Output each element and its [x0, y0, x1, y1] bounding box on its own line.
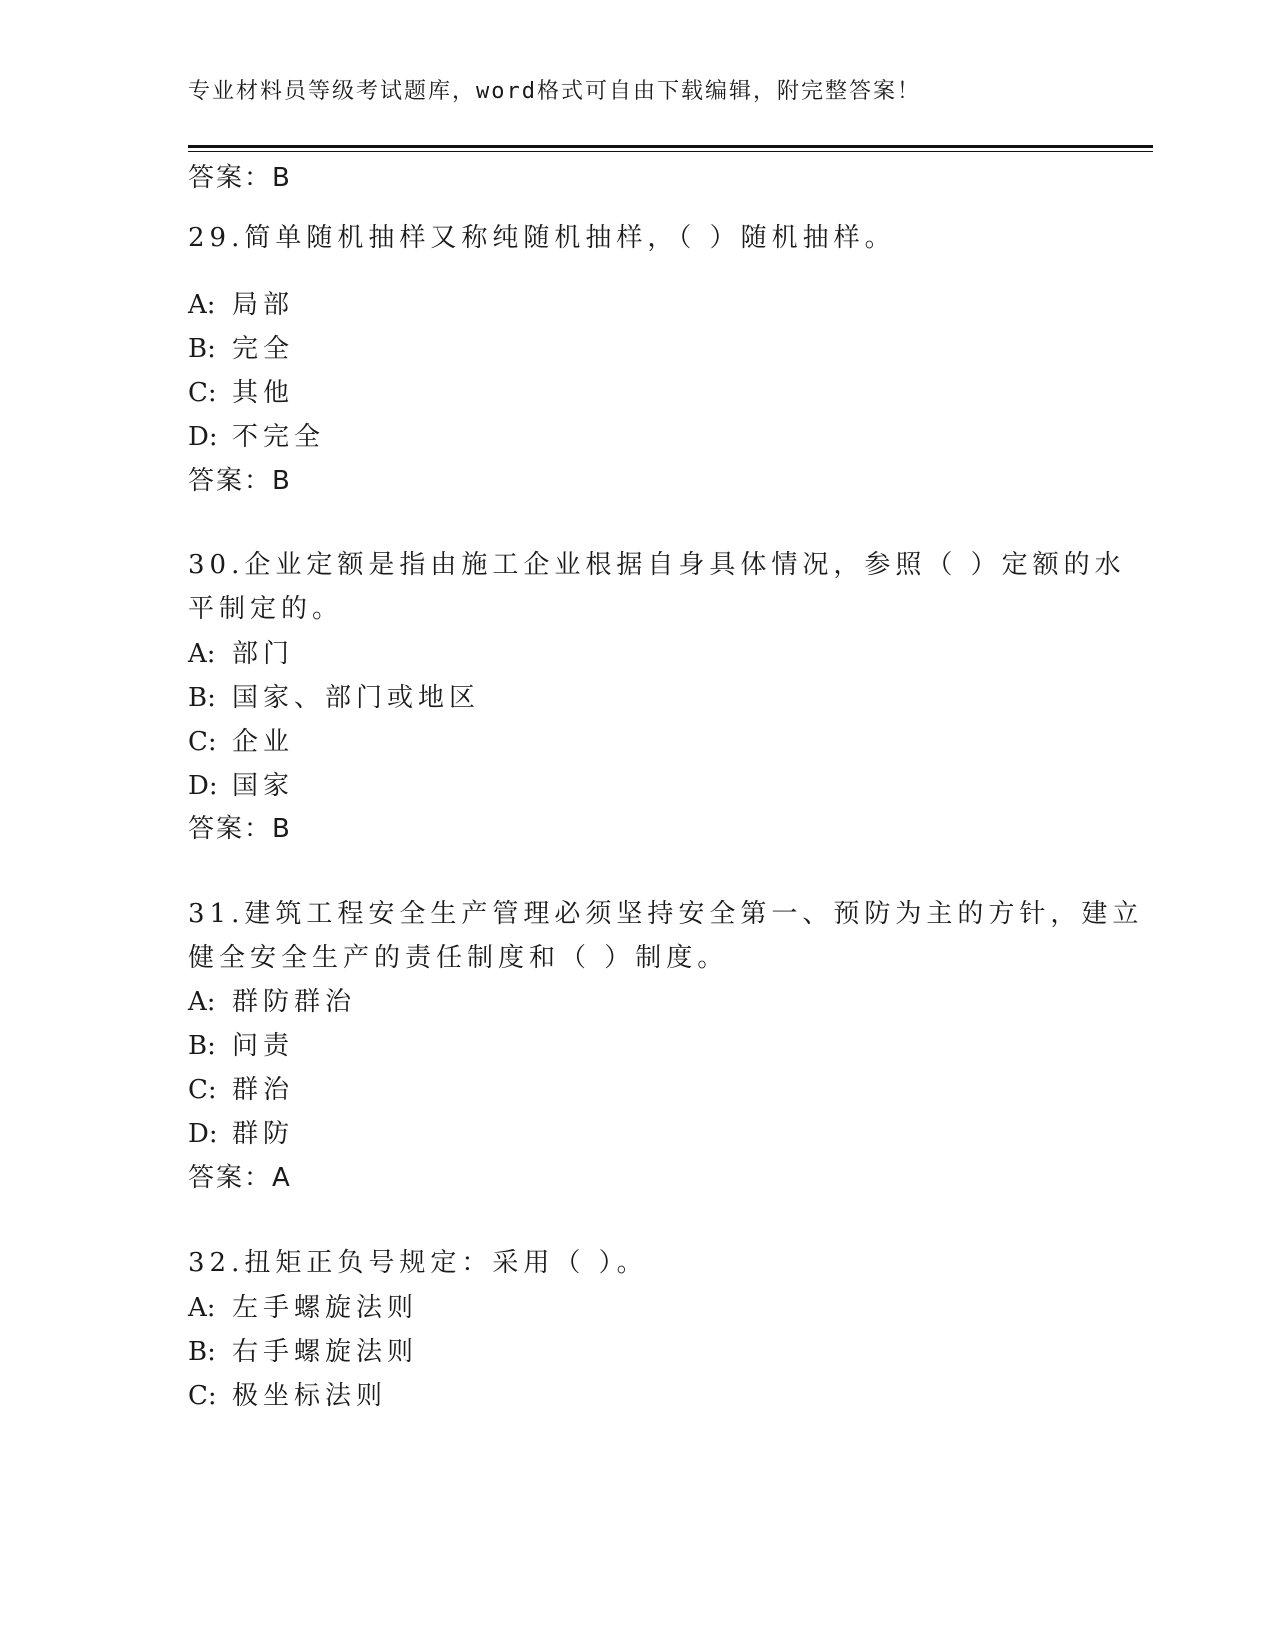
- option-letter: C:: [188, 727, 217, 757]
- option-letter: D:: [188, 771, 218, 801]
- question-stem-continued: 健全安全生产的责任制度和（ ）制度。: [188, 943, 729, 973]
- option-letter: C:: [188, 378, 217, 408]
- option-text: 其他: [232, 378, 295, 408]
- option-text: 不完全: [232, 422, 326, 452]
- option-letter: C:: [188, 1075, 217, 1105]
- option-item: [188, 421, 325, 453]
- option-text: 国家: [232, 771, 295, 801]
- option-letter: D:: [188, 1119, 218, 1149]
- option-letter: B:: [188, 334, 216, 364]
- answer-label: 答案：A: [188, 1163, 292, 1193]
- option-text: 极坐标法则: [232, 1381, 388, 1411]
- option-letter: B:: [188, 1031, 216, 1061]
- option-item: [188, 682, 480, 714]
- answer-label: 答案：B: [188, 814, 292, 844]
- option-item: [188, 333, 294, 365]
- question-stem-continued: 平制定的。: [188, 594, 344, 624]
- option-item: [188, 1118, 294, 1150]
- option-text: 群防: [232, 1119, 295, 1149]
- option-item: [188, 1336, 418, 1368]
- option-letter: B:: [188, 683, 216, 713]
- option-item: [188, 377, 294, 409]
- option-letter: C:: [188, 1381, 217, 1411]
- option-text: 问责: [232, 1031, 295, 1061]
- question-stem: 32.扭矩正负号规定：采用（ ）。: [188, 1248, 648, 1278]
- option-letter: B:: [188, 1337, 216, 1367]
- option-text: 右手螺旋法则: [232, 1337, 419, 1367]
- option-item: [188, 1030, 294, 1062]
- option-text: 部门: [232, 639, 295, 669]
- answer-label: 答案：B: [188, 466, 292, 496]
- option-text: 局部: [232, 290, 295, 320]
- option-item: [188, 1292, 418, 1324]
- option-item: [188, 1380, 387, 1412]
- question-stem: 31.建筑工程安全生产管理必须坚持安全第一、预防为主的方针，建立: [188, 899, 1144, 929]
- option-item: [188, 726, 294, 758]
- option-text: 企业: [232, 727, 295, 757]
- question-stem: 30.企业定额是指由施工企业根据自身具体情况，参照（ ）定额的水: [188, 550, 1126, 580]
- option-text: 群治: [232, 1075, 295, 1105]
- option-item: [188, 1074, 294, 1106]
- option-letter: A:: [188, 1293, 216, 1323]
- option-letter: A:: [188, 290, 216, 320]
- option-letter: A:: [188, 987, 216, 1017]
- option-text: 左手螺旋法则: [232, 1293, 419, 1323]
- page-header: 专业材料员等级考试题库，word格式可自由下载编辑，附完整答案！: [188, 79, 921, 104]
- option-item: [188, 986, 356, 1018]
- question-stem: 29.简单随机抽样又称纯随机抽样，（ ）随机抽样。: [188, 223, 896, 253]
- option-item: [188, 638, 294, 670]
- option-item: [188, 289, 294, 321]
- header-rule-thick: [188, 145, 1153, 148]
- answer-label: 答案：B: [188, 163, 292, 193]
- option-item: [188, 770, 294, 802]
- option-text: 完全: [232, 334, 295, 364]
- option-letter: D:: [188, 422, 218, 452]
- option-text: 群防群治: [232, 987, 357, 1017]
- option-text: 国家、部门或地区: [232, 683, 481, 713]
- header-rule-thin: [188, 151, 1153, 152]
- option-letter: A:: [188, 639, 216, 669]
